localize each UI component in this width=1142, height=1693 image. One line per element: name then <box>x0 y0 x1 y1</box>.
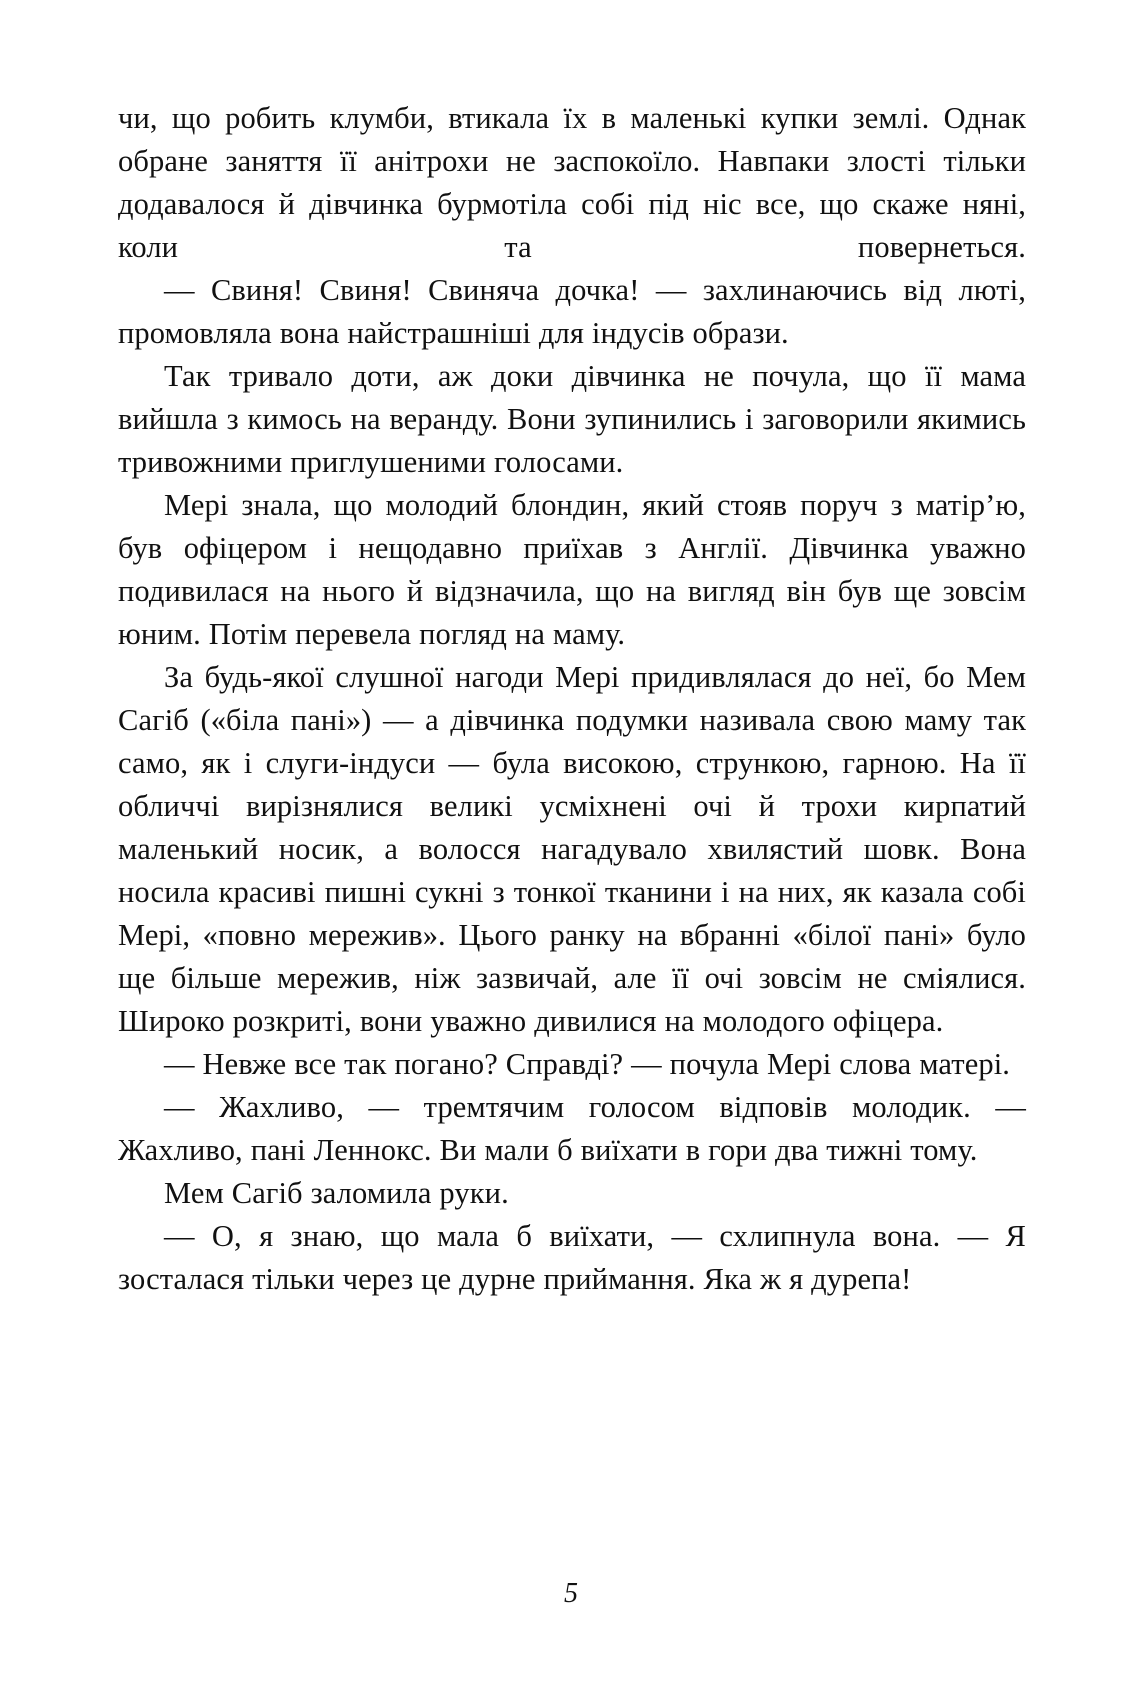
page-number: 5 <box>564 1578 578 1609</box>
paragraph: Мем Сагіб заломила руки. <box>164 1176 509 1210</box>
paragraph: — Невже все так погано? Справді? — почула Мері слова матері. <box>164 1047 1010 1081</box>
paragraph: чи, що робить клумби, втикала їх в маленькі купки землі. Однак обране заняття її анітрохи не заспокоїло. Навпаки злості тільки додавалося й дівчинка бурмотіла собі під ніс все, що скаже няні, коли та повернеться. <box>118 101 1026 264</box>
paragraph: — Свиня! Свиня! Свиняча дочка! — захлинаючись від люті, промовляла вона найстрашніші для індусів образи. <box>118 273 1026 350</box>
paragraph: Так тривало доти, аж доки дівчинка не почула, що її мама вийшла з кимось на веранду. Вони зупинились і заговорили якимись тривожними приглушеними голосами. <box>118 359 1026 479</box>
paragraph: Мері знала, що молодий блондин, який стояв поруч з матір’ю, був офіцером і нещодавно приїхав з Англії. Дівчинка уважно подивилася на нього й відзначила, що на вигляд він був ще зовсім юним. Потім перевела погляд на маму. <box>118 488 1026 651</box>
paragraph: За будь-якої слушної нагоди Мері придивлялася до неї, бо Мем Сагіб («біла пані») — а дівчинка подумки називала свою маму так само, як і слуги-індуси — була високою, стрункою, гарною. На її обличчі вирізнялися великі усміхнені очі й трохи кирпатий маленький носик, а волосся нагадувало хвилястий шовк. Вона носила красиві пишні сукні з тонкої тканини і на них, як казала собі Мері, «повно мережив». Цього ранку на вбранні «білої пані» було ще більше мережив, ніж зазвичай, але її очі зовсім не сміялися. Широко розкриті, вони уважно дивилися на молодого офіцера. <box>118 660 1026 1038</box>
paragraph: — Жахливо, — тремтячим голосом відповів молодик. — Жахливо, пані Леннокс. Ви мали б виїхати в гори два тижні тому. <box>118 1090 1026 1167</box>
paragraph: — О, я знаю, що мала б виїхати, — схлипнула вона. — Я зосталася тільки через це дурне приймання. Яка ж я дурепа! <box>118 1219 1026 1296</box>
page-text-block <box>118 97 1026 1301</box>
